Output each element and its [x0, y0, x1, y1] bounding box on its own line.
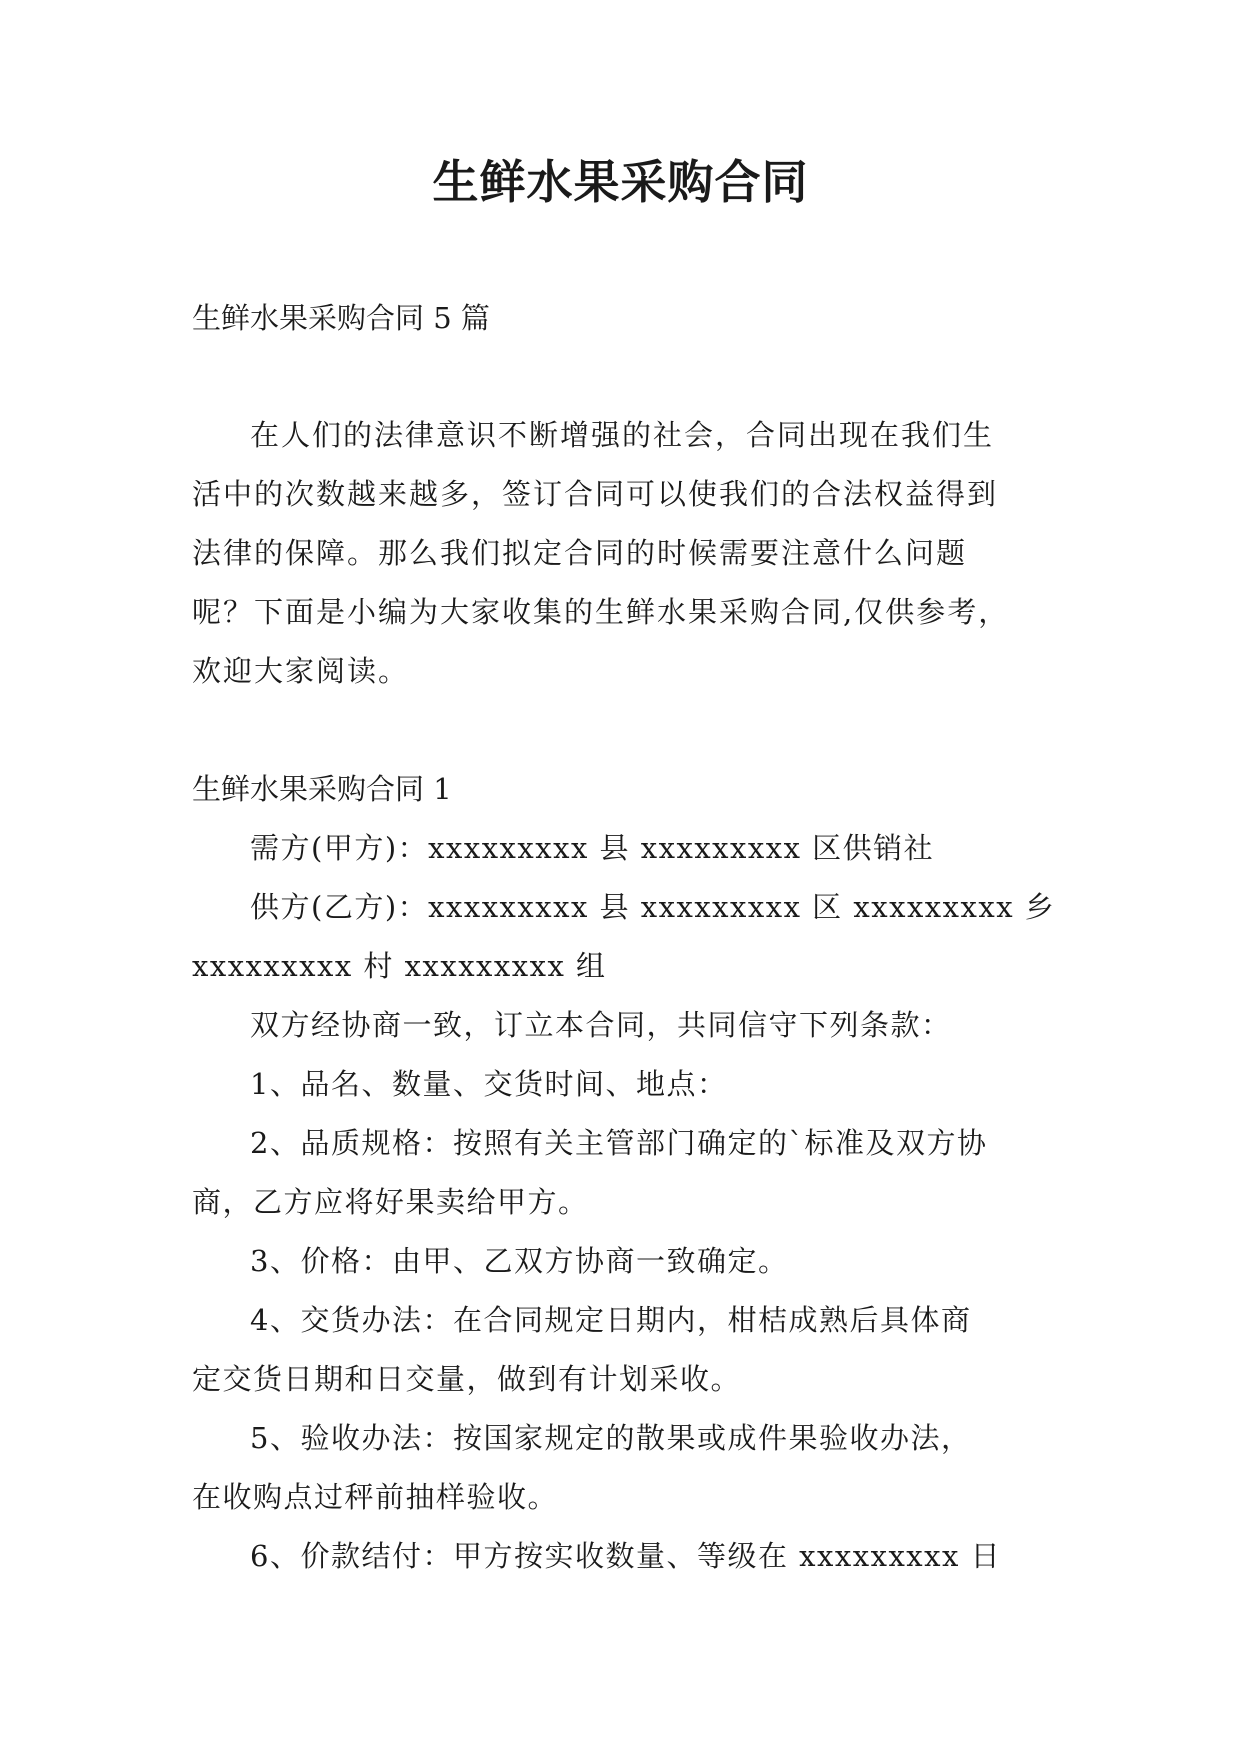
seller-line-cont: xxxxxxxxx 村 xxxxxxxxx 组: [192, 949, 607, 983]
intro-paragraph: [192, 406, 1052, 701]
clause-4: 4、交货办法：在合同规定日期内，柑桔成熟后具体商: [250, 1303, 972, 1337]
contract-body: [192, 760, 1056, 1586]
clause-4-cont: 定交货日期和日交量，做到有计划采收。: [192, 1362, 742, 1396]
clause-5: 5、验收办法：按国家规定的散果或成件果验收办法，: [250, 1421, 972, 1455]
clause-5-cont: 在收购点过秤前抽样验收。: [192, 1480, 559, 1514]
intro-line: 呢？下面是小编为大家收集的生鲜水果采购合同,仅供参考，: [192, 595, 1010, 629]
clause-2: 2、品质规格：按照有关主管部门确定的`标准及双方协: [250, 1126, 988, 1160]
buyer-line: 需方(甲方)：xxxxxxxxx 县 xxxxxxxxx 区供销社: [250, 831, 935, 865]
intro-line: 欢迎大家阅读。: [192, 654, 410, 688]
clause-1: 1、品名、数量、交货时间、地点：: [250, 1067, 728, 1101]
agreement-line: 双方经协商一致，订立本合同，共同信守下列条款：: [250, 1008, 952, 1042]
document-title: 生鲜水果采购合同: [432, 155, 809, 209]
section-heading: 生鲜水果采购合同 1: [192, 772, 452, 806]
seller-line: 供方(乙方)：xxxxxxxxx 县 xxxxxxxxx 区 xxxxxxxxx 乡: [250, 890, 1056, 924]
intro-line: 法律的保障。那么我们拟定合同的时候需要注意什么问题: [192, 536, 968, 570]
intro-line: 在人们的法律意识不断增强的社会，合同出现在我们生: [250, 418, 995, 452]
clause-3: 3、价格：由甲、乙双方协商一致确定。: [250, 1244, 789, 1278]
intro-line: 活中的次数越来越多，签订合同可以使我们的合法权益得到: [192, 477, 999, 511]
clause-6: 6、价款结付：甲方按实收数量、等级在 xxxxxxxxx 日: [250, 1539, 1002, 1573]
clause-2-cont: 商，乙方应将好果卖给甲方。: [192, 1185, 589, 1219]
document-subtitle: 生鲜水果采购合同 5 篇: [192, 301, 490, 335]
